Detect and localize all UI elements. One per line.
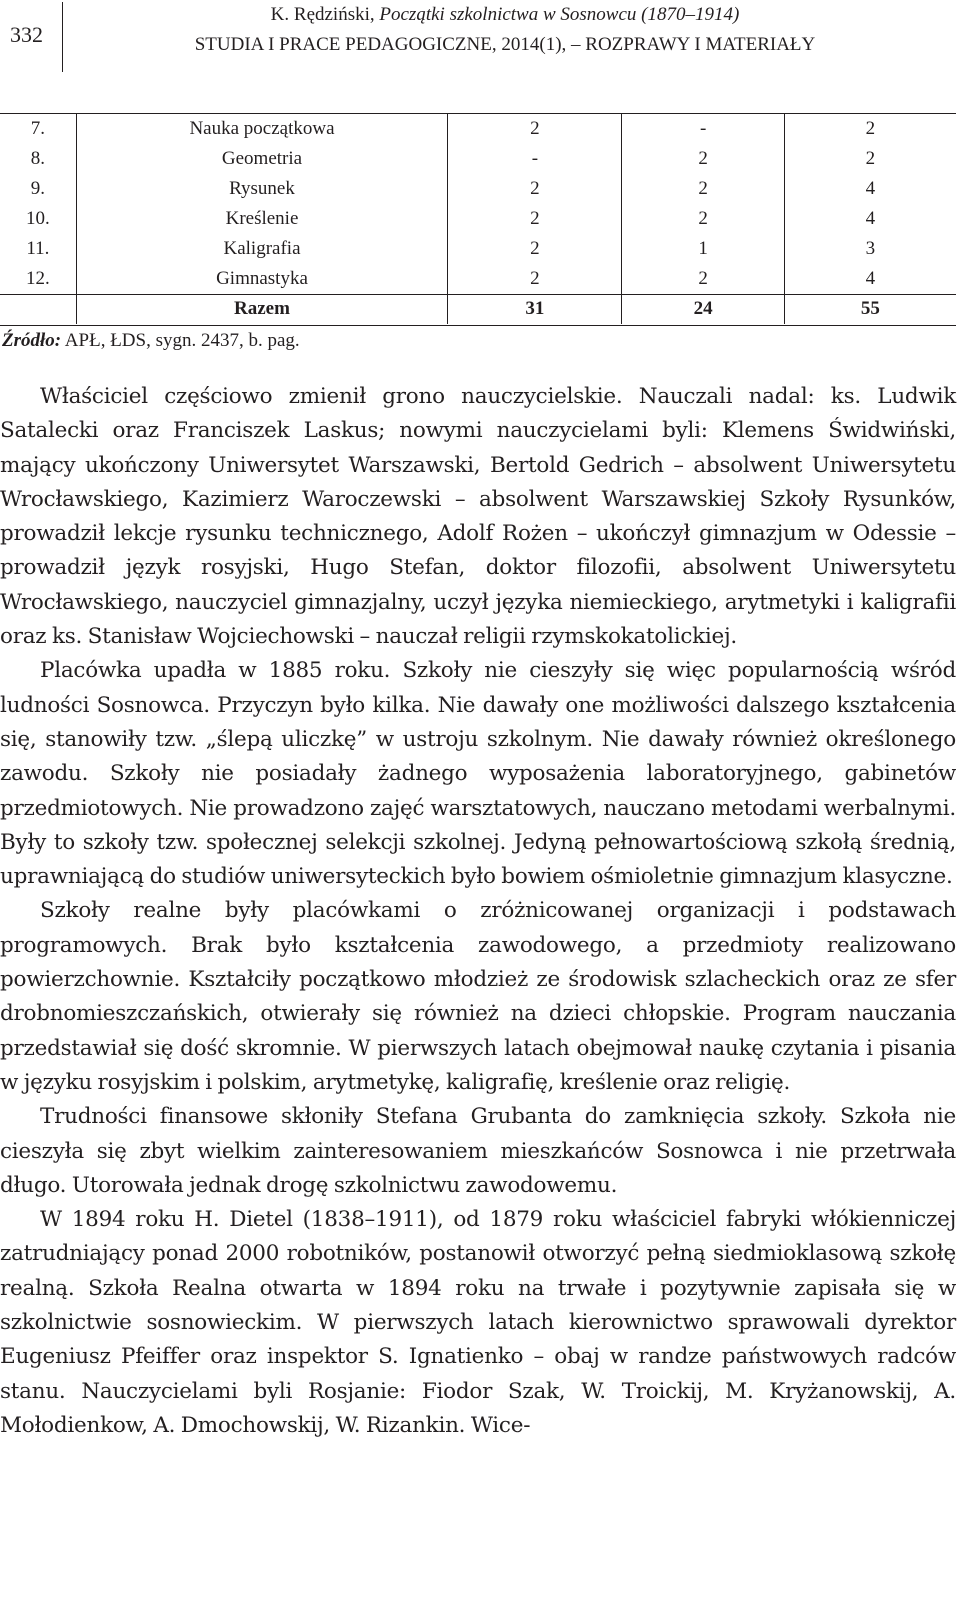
- subject-cell: Gimnastyka: [76, 264, 448, 294]
- paragraph: Trudności finansowe skłoniły Stefana Grubanta do zamknięcia szkoły. Szkoła nie cieszyła się zbyt wielkim zainteresowaniem mieszkańców Sosnowca i nie przetrwała długo. Utorowała jednak drogę szkolnictwu zawodowemu.: [0, 1104, 956, 1198]
- row-number: 10.: [0, 204, 76, 234]
- hours-cell: -: [622, 114, 784, 144]
- table-row: [0, 204, 956, 234]
- source-label: Źródło:: [2, 330, 62, 351]
- running-title: [0, 4, 960, 26]
- table-source: [2, 330, 300, 352]
- subject-cell: Rysunek: [76, 174, 448, 204]
- table-bottom-rule: [0, 325, 956, 326]
- total-hours-cell: 2: [865, 148, 876, 169]
- row-number: 9.: [0, 174, 76, 204]
- table-row: [0, 174, 956, 204]
- journal-name: STUDIA I PRACE PEDAGOGICZNE, 2014(1), – ROZPRAWY I MATERIAŁY: [194, 34, 816, 55]
- hours-cell: 2: [448, 234, 622, 264]
- total-label: Razem: [76, 294, 448, 324]
- total-hours-cell: 4: [865, 178, 876, 199]
- hours-table: [0, 114, 956, 324]
- total-cell: 31: [448, 294, 622, 324]
- total-hours-cell: 2: [865, 118, 876, 139]
- hours-cell: -: [448, 144, 622, 174]
- table-row: [0, 234, 956, 264]
- hours-cell: 2: [448, 204, 622, 234]
- total-hours-cell: 3: [865, 238, 876, 259]
- row-number: 12.: [0, 264, 76, 294]
- hours-cell: 2: [448, 114, 622, 144]
- subject-cell: Geometria: [76, 144, 448, 174]
- hours-cell: 2: [622, 174, 784, 204]
- running-article-title: Początki szkolnictwa w Sosnowcu (1870–1914): [379, 4, 740, 25]
- row-number: 7.: [0, 114, 76, 144]
- hours-cell: 2: [622, 144, 784, 174]
- page-header: [0, 0, 960, 80]
- hours-cell: 2: [622, 264, 784, 294]
- page-number: 332: [10, 22, 43, 47]
- subject-cell: Kaligrafia: [76, 234, 448, 264]
- hours-cell: 2: [448, 174, 622, 204]
- total-hours-cell: 4: [865, 268, 876, 289]
- table-row: [0, 114, 956, 144]
- table-row: [0, 264, 956, 294]
- subject-cell: Kreślenie: [76, 204, 448, 234]
- grand-total-cell: 55: [860, 298, 880, 319]
- row-number: 11.: [0, 234, 76, 264]
- total-hours-cell: 4: [865, 208, 876, 229]
- paragraph: Właściciel częściowo zmienił grono nauczycielskie. Nauczali nadal: ks. Ludwik Satalecki oraz Franciszek Laskus; nowymi nauczycielami byli: Klemens Świdwiński, mający ukończony Uniwersytet Warszawski, Bertold Gedrich – absolwent Uniwersytetu Wrocławskiego, Kazimierz Waroczewski – absolwent Warszawskiej Szkoły Rysunków, prowadził lekcje rysunku technicznego, Adolf Rożen – ukończył gimnazjum w Odessie – prowadził język rosyjski, Hugo Stefan, doktor filozofii, absolwent Uniwersytetu Wrocławskiego, nauczyciel gimnazjalny, uczył języka niemieckiego, arytmetyki i kaligrafii oraz ks. Stanisław Wojciechowski – nauczał religii rzymskokatolickiej.: [0, 384, 956, 650]
- table-row: [0, 144, 956, 174]
- article-body: [0, 380, 956, 1443]
- source-text: APŁ, ŁDS, sygn. 2437, b. pag.: [61, 330, 300, 351]
- hours-cell: 2: [448, 264, 622, 294]
- paragraph: W 1894 roku H. Dietel (1838–1911), od 1879 roku właściciel fabryki włókienniczej zatrudniający ponad 2000 robotników, postanowił otworzyć pełną siedmioklasową szkołę realną. Szkoła Realna otwarta w 1894 roku na trwałe i pozytywnie zapisała się w szkolnictwie sosnowieckim. W pierwszych latach kierownictwo sprawowali dyrektor Eugeniusz Pfeiffer oraz inspektor S. Ignatienko – obaj w randze państwowych radców stanu. Nauczycielami byli Rosjanie: Fiodor Szak, W. Troickij, M. Kryżanowskij, A. Mołodienkow, A. Dmochowskij, W. Rizankin. Wice-: [0, 1207, 956, 1438]
- table-total-row: [0, 294, 956, 324]
- hours-cell: 1: [622, 234, 784, 264]
- row-number: 8.: [0, 144, 76, 174]
- running-author: K. Rędziński,: [270, 4, 380, 25]
- paragraph: Szkoły realne były placówkami o zróżnicowanej organizacji i podstawach programowych. Brak było kształcenia zawodowego, a przedmioty realizowano powierzchownie. Kształciły początkowo młodzież ze środowisk szlacheckich oraz ze sfer drobnomieszczańskich, otwierały się również na dzieci chłopskie. Program nauczania przedstawiał się dość skromnie. W pierwszych latach obejmował naukę czytania i pisania w języku rosyjskim i polskim, arytmetykę, kaligrafię, kreślenie oraz religię.: [0, 898, 956, 1095]
- empty-cell: [0, 294, 76, 324]
- hours-cell: 2: [622, 204, 784, 234]
- total-cell: 24: [622, 294, 784, 324]
- paragraph: Placówka upadła w 1885 roku. Szkoły nie cieszyły się więc popularnością wśród ludności Sosnowca. Przyczyn było kilka. Nie dawały one możliwości dalszego kształcenia się, stanowiły tzw. „ślepą uliczkę” w ustroju szkolnym. Nie dawały również określonego zawodu. Szkoły nie posiadały żadnego wyposażenia laboratoryjnego, gabinetów przedmiotowych. Nie prowadzono zajęć warsztatowych, nauczano metodami werbalnymi. Były to szkoły tzw. społecznej selekcji szkolnej. Jedyną pełnowartościową szkołą średnią, uprawniającą do studiów uniwersyteckich było bowiem ośmioletnie gimnazjum klasyczne.: [0, 658, 956, 890]
- subject-cell: Nauka początkowa: [76, 114, 448, 144]
